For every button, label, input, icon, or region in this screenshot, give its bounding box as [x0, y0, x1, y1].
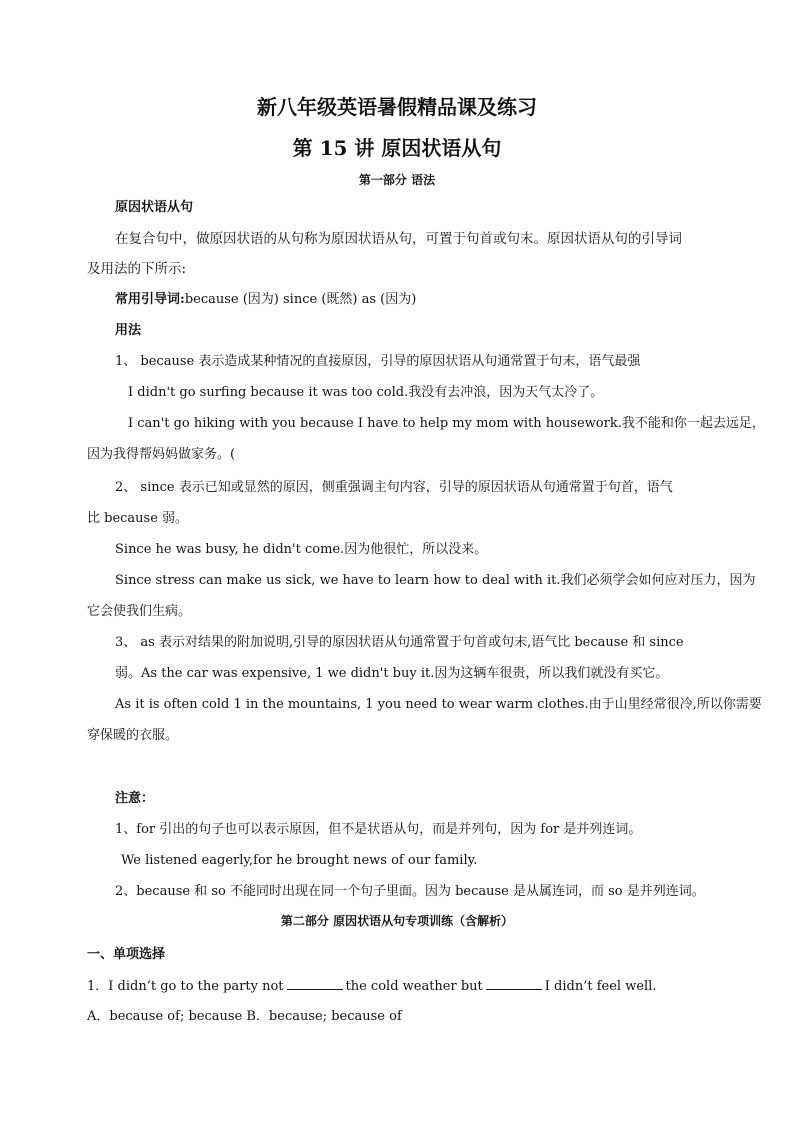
example-4-line-1: Since stress can make us sick, we have to learn how to deal with it.我们必须学会如何应对压力，因为 — [115, 573, 756, 588]
usage-point-2-line-1: 2、 since 表示已知或显然的原因，侧重强调主句内容，引导的原因状语从句通常置于句首，语气 — [115, 480, 673, 495]
answer-blank-2[interactable] — [486, 977, 542, 990]
conjunctions-line — [115, 291, 416, 309]
question-1-part-1: 1．I didn’t go to the party not — [87, 979, 284, 994]
example-1: I didn't go surfing because it was too cold.我没有去冲浪，因为天气太冷了。 — [128, 385, 604, 400]
intro-line-1: 在复合句中，做原因状语的从句称为原因状语从句，可置于句首或句末。原因状语从句的引导词 — [115, 231, 682, 247]
part1-heading: 第一部分 语法 — [358, 173, 436, 187]
grammar-section-title: 原因状语从句 — [115, 200, 194, 215]
exercise-section-title: 一、单项选择 — [87, 947, 166, 962]
document-title: 新八年级英语暑假精品课及练习 — [257, 95, 537, 119]
lesson-title: 第 15 讲 原因状语从句 — [292, 136, 502, 160]
usage-point-1: 1、 because 表示造成某种情况的直接原因，引导的原因状语从句通常置于句末，语气最强 — [115, 354, 641, 369]
question-1-part-3: I didn’t feel well. — [544, 979, 657, 994]
note-1: 1、for 引出的句子也可以表示原因，但不是状语从句，而是并列句，因为 for 是并列连词。 — [115, 822, 642, 837]
usage-point-2-line-2: 比 because 弱。 — [87, 511, 189, 526]
example-5-line-1: As it is often cold 1 in the mountains, 1 you need to wear warm clothes.由于山里经常很冷,所以你需要 — [115, 697, 762, 712]
conjunctions-text: because (因为) since (既然) as (因为) — [184, 292, 417, 307]
intro-line-2: 及用法的下所示: — [87, 261, 187, 277]
usage-point-3-line-1: 3、 as 表示对结果的附加说明,引导的原因状语从句通常置于句首或句末,语气比 because 和 since — [115, 635, 684, 650]
question-1-options: A．because of; because B．because; because of — [87, 1009, 402, 1024]
part2-heading: 第二部分 原因状语从句专项训练（含解析） — [280, 914, 514, 928]
usage-label: 用法 — [115, 323, 142, 338]
answer-blank-1[interactable] — [287, 977, 343, 990]
example-5-line-2: 穿保暖的衣服。 — [87, 728, 179, 743]
usage-point-3-line-2: 弱。As the car was expensive, 1 we didn't buy it.因为这辆车很贵，所以我们就没有买它。 — [115, 666, 669, 681]
conjunctions-label: 常用引导词: — [115, 292, 185, 307]
note-1-example: We listened eagerly,for he brought news of our family. — [121, 853, 478, 868]
example-2-line-2: 因为我得帮妈妈做家务。( — [87, 447, 236, 462]
example-3: Since he was busy, he didn't come.因为他很忙，所以没来。 — [115, 542, 488, 557]
example-4-line-2: 它会使我们生病。 — [87, 604, 192, 619]
question-1 — [87, 977, 656, 996]
notes-label: 注意： — [115, 791, 155, 806]
example-2-line-1: I can't go hiking with you because I have to help my mom with housework.我不能和你一起去远足， — [128, 416, 765, 431]
note-2: 2、because 和 so 不能同时出现在同一个句子里面。因为 because 是从属连词，而 so 是并列连词。 — [115, 884, 705, 899]
question-1-part-2: the cold weather but — [345, 979, 483, 994]
